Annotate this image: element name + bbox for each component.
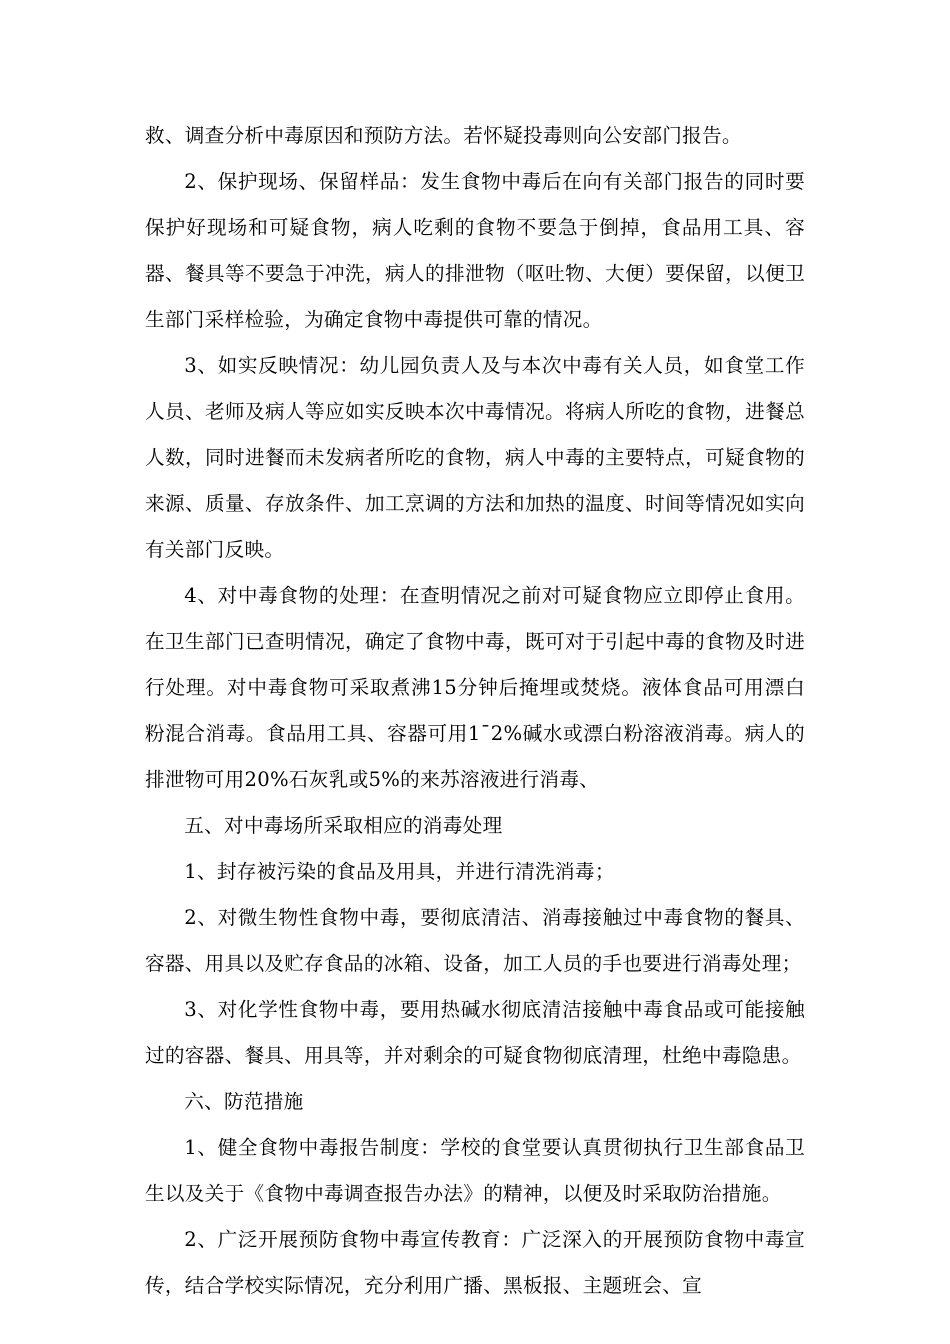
paragraph-food-handling: 4、对中毒食物的处理：在查明情况之前对可疑食物应立即停止食用。在卫生部门已查明情况，确定了食物中毒，既可对于引起中毒的食物及时进行处理。对中毒食物可采取煮沸15分钟后掩埋或焚烧。液体食品可用漂白粉混合消毒。食品用工具、容器可用1¯2%碱水或漂白粉溶液消毒。病人的排泄物可用20%石灰乳或5%的来苏溶液进行消毒、 [145, 584, 805, 791]
paragraph-protect-scene: 2、保护现场、保留样品：发生食物中毒后在向有关部门报告的同时要保护好现场和可疑食物，病人吃剩的食物不要急于倒掉，食品用工具、容器、餐具等不要急于冲洗，病人的排泄物（呕吐物、大便）要保留，以便卫生部门采样检验，为确定食物中毒提供可靠的情况。 [145, 170, 805, 331]
paragraph-reporting-system: 1、健全食物中毒报告制度：学校的食堂要认真贯彻执行卫生部食品卫生以及关于《食物中毒调查报告办法》的精神，以便及时采取防治措施。 [145, 1136, 805, 1205]
section-heading-disinfection: 五、对中毒场所采取相应的消毒处理 [184, 814, 503, 837]
section-heading-prevention: 六、防范措施 [184, 1090, 304, 1113]
paragraph-education: 2、广泛开展预防食物中毒宣传教育：广泛深入的开展预防食物中毒宣传，结合学校实际情况，充分利用广播、黑板报、主题班会、宣 [145, 1228, 805, 1297]
paragraph-report-truthfully: 3、如实反映情况：幼儿园负责人及与本次中毒有关人员，如食堂工作人员、老师及病人等应如实反映本次中毒情况。将病人所吃的食物，进餐总人数，同时进餐而未发病者所吃的食物，病人中毒的主要特点，可疑食物的来源、质量、存放条件、加工烹调的方法和加热的温度、时间等情况如实向有关部门反映。 [145, 354, 805, 561]
paragraph-continuation: 救、调查分析中毒原因和预防方法。若怀疑投毒则向公安部门报告。 [145, 124, 742, 147]
paragraph-seal-items: 1、封存被污染的食品及用具，并进行清洗消毒； [184, 860, 615, 883]
paragraph-microbial-poisoning: 2、对微生物性食物中毒，要彻底清洁、消毒接触过中毒食物的餐具、容器、用具以及贮存食品的冰箱、设备，加工人员的手也要进行消毒处理； [145, 906, 805, 975]
paragraph-chemical-poisoning: 3、对化学性食物中毒，要用热碱水彻底清洁接触中毒食品或可能接触过的容器、餐具、用具等，并对剩余的可疑食物彻底清理，杜绝中毒隐患。 [145, 998, 805, 1067]
document-page [145, 113, 805, 1309]
